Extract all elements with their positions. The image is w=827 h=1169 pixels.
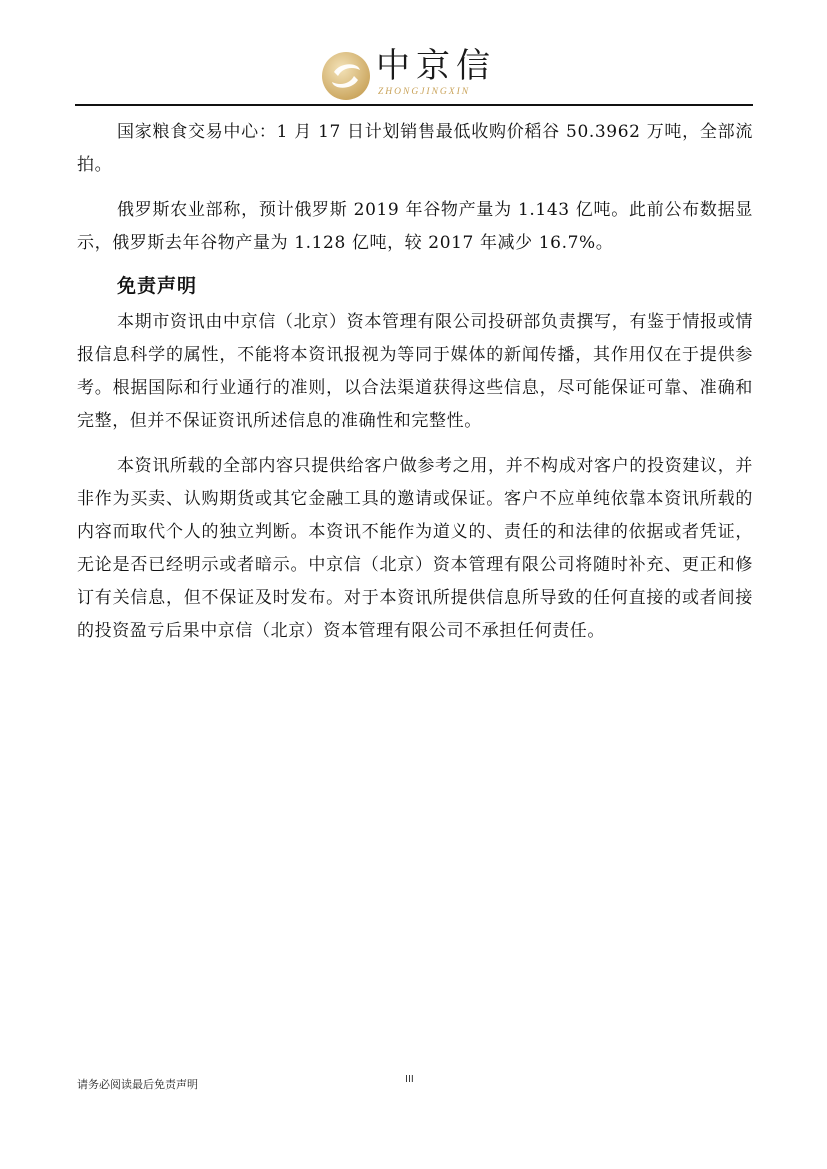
page-header xyxy=(0,44,827,104)
disclaimer-heading: 免责声明 xyxy=(117,275,198,297)
news-paragraph-russia-grain: 俄罗斯农业部称，预计俄罗斯 2019 年谷物产量为 1.143 亿吨。此前公布数据显示，俄罗斯去年谷物产量为 1.128 亿吨，较 2017 年减少 16.7%。 xyxy=(77,200,753,253)
header-divider xyxy=(75,104,753,106)
document-body xyxy=(77,116,753,648)
disclaimer-paragraph: 本资讯所载的全部内容只提供给客户做参考之用，并不构成对客户的投资建议，并非作为买卖、认购期货或其它金融工具的邀请或保证。客户不应单纯依靠本资讯所载的内容而取代个人的独立判断。本资讯不能作为道义的、责任的和法律的依据或者凭证，无论是否已经明示或者暗示。中京信（北京）资本管理有限公司将随时补充、更正和修订有关信息，但不保证及时发布。对于本资讯所提供信息所导致的任何直接的或者间接的投资盈亏后果中京信（北京）资本管理有限公司不承担任何责任。 xyxy=(77,456,753,641)
footer-disclaimer-note: 请务必阅读最后免责声明 xyxy=(77,1078,198,1091)
brand-name: 中京信 xyxy=(376,46,496,86)
swirl-logo-icon xyxy=(320,50,372,102)
news-paragraph-grain-auction: 国家粮食交易中心：1 月 17 日计划销售最低收购价稻谷 50.3962 万吨，全部流拍。 xyxy=(77,122,753,175)
disclaimer-paragraph: 本期市资讯由中京信（北京）资本管理有限公司投研部负责撰写，有鉴于情报或情报信息科学的属性，不能将本资讯报视为等同于媒体的新闻传播，其作用仅在于提供参考。根据国际和行业通行的准则，以合法渠道获得这些信息，尽可能保证可靠、准确和完整，但并不保证资讯所述信息的准确性和完整性。 xyxy=(77,312,753,431)
page-number: III xyxy=(405,1074,414,1085)
brand-pinyin: ZHONGJINGXIN xyxy=(378,87,471,97)
